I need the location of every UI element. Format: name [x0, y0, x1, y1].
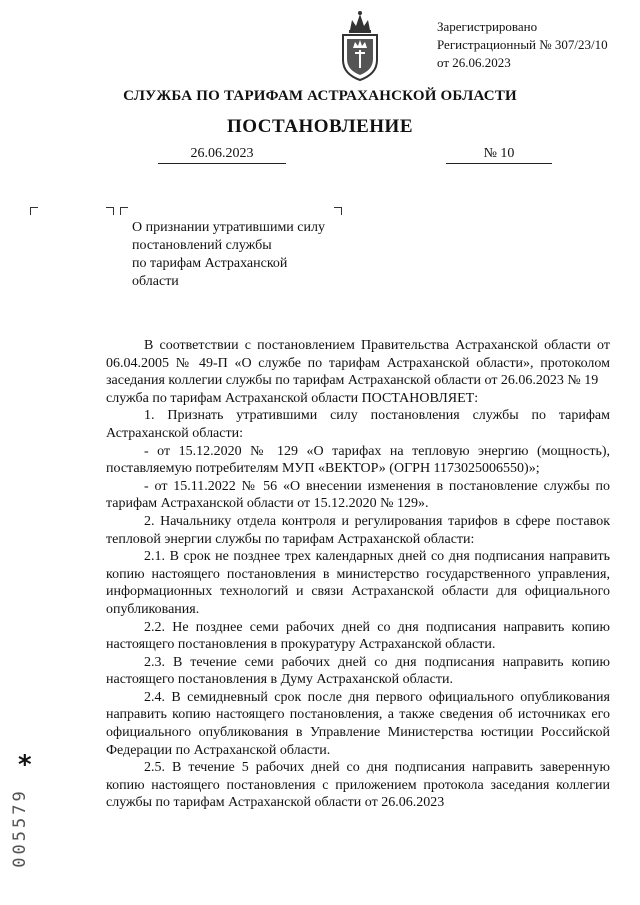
corner-mark	[334, 207, 342, 215]
coat-of-arms-icon	[335, 8, 385, 82]
registration-number: Регистрационный № 307/23/10	[437, 37, 608, 52]
document-subject	[132, 219, 325, 291]
organization-title: СЛУЖБА ПО ТАРИФАМ АСТРАХАНСКОЙ ОБЛАСТИ	[123, 88, 517, 104]
body-paragraph: В соответствии с постановлением Правительства Астраханской области от 06.04.2005 № 49-П «О службе по тарифам Астраханской области», протоколом заседания коллегии службы по тарифам Астраханской области от 26.06.2023 № 19	[106, 338, 610, 389]
margin-serial-number: 005579	[10, 788, 30, 868]
body-paragraph: 2.2. Не позднее семи рабочих дней со дня подписания направить копию настоящего постановления в прокуратуру Астраханской области.	[106, 619, 610, 653]
document-type: ПОСТАНОВЛЕНИЕ	[226, 116, 414, 137]
body-paragraph: 2.1. В срок не позднее трех календарных дней со дня подписания направить копию настоящего постановления в министерство государственного управления, информационных технологий и связи Астраханской области для официального опубликования.	[106, 549, 610, 617]
registration-stamp	[437, 18, 608, 72]
document-date: 26.06.2023	[158, 146, 286, 164]
body-paragraph: 2.5. В течение 5 рабочих дней со дня подписания направить заверенную копию настоящего постановления с приложением протокола заседания коллегии службы по тарифам Астраханской области от 26.06.2023	[106, 760, 610, 811]
registration-label: Зарегистрировано	[437, 19, 538, 34]
body-paragraph: 2. Начальнику отдела контроля и регулирования тарифов в сфере поставок тепловой энергии службы по тарифам Астраханской области:	[106, 513, 610, 547]
corner-mark	[120, 207, 128, 215]
subject-line: постановлений службы	[132, 238, 272, 253]
body-paragraph: - от 15.12.2020 № 129 «О тарифах на тепловую энергию (мощность), поставляемую потребителям МУП «ВЕКТОР» (ОГРН 1173025006550)»;	[106, 443, 610, 477]
subject-line: О признании утратившими силу	[132, 220, 325, 235]
document-body	[106, 337, 610, 812]
subject-line: области	[132, 274, 179, 289]
registration-date: от 26.06.2023	[437, 55, 511, 70]
body-paragraph: служба по тарифам Астраханской области ПОСТАНОВЛЯЕТ:	[106, 390, 479, 406]
subject-line: по тарифам Астраханской	[132, 256, 288, 271]
corner-mark	[30, 207, 38, 215]
margin-star: *	[18, 750, 32, 780]
body-paragraph: 2.3. В течение семи рабочих дней со дня подписания направить копию настоящего постановления в Думу Астраханской области.	[106, 654, 610, 688]
corner-mark	[106, 207, 114, 215]
body-paragraph: - от 15.11.2022 № 56 «О внесении изменения в постановление службы по тарифам Астраханской области от 15.12.2020 № 129».	[106, 478, 610, 512]
body-paragraph: 1. Признать утратившими силу постановления службы по тарифам Астраханской области:	[106, 408, 610, 441]
document-number: № 10	[446, 146, 552, 164]
body-paragraph: 2.4. В семидневный срок после дня первого официального опубликования направить копию настоящего постановления, а также сведения об источниках его официального опубликования в Управление Министерства юстиции Российской Федерации по Астраханской области.	[106, 689, 610, 758]
